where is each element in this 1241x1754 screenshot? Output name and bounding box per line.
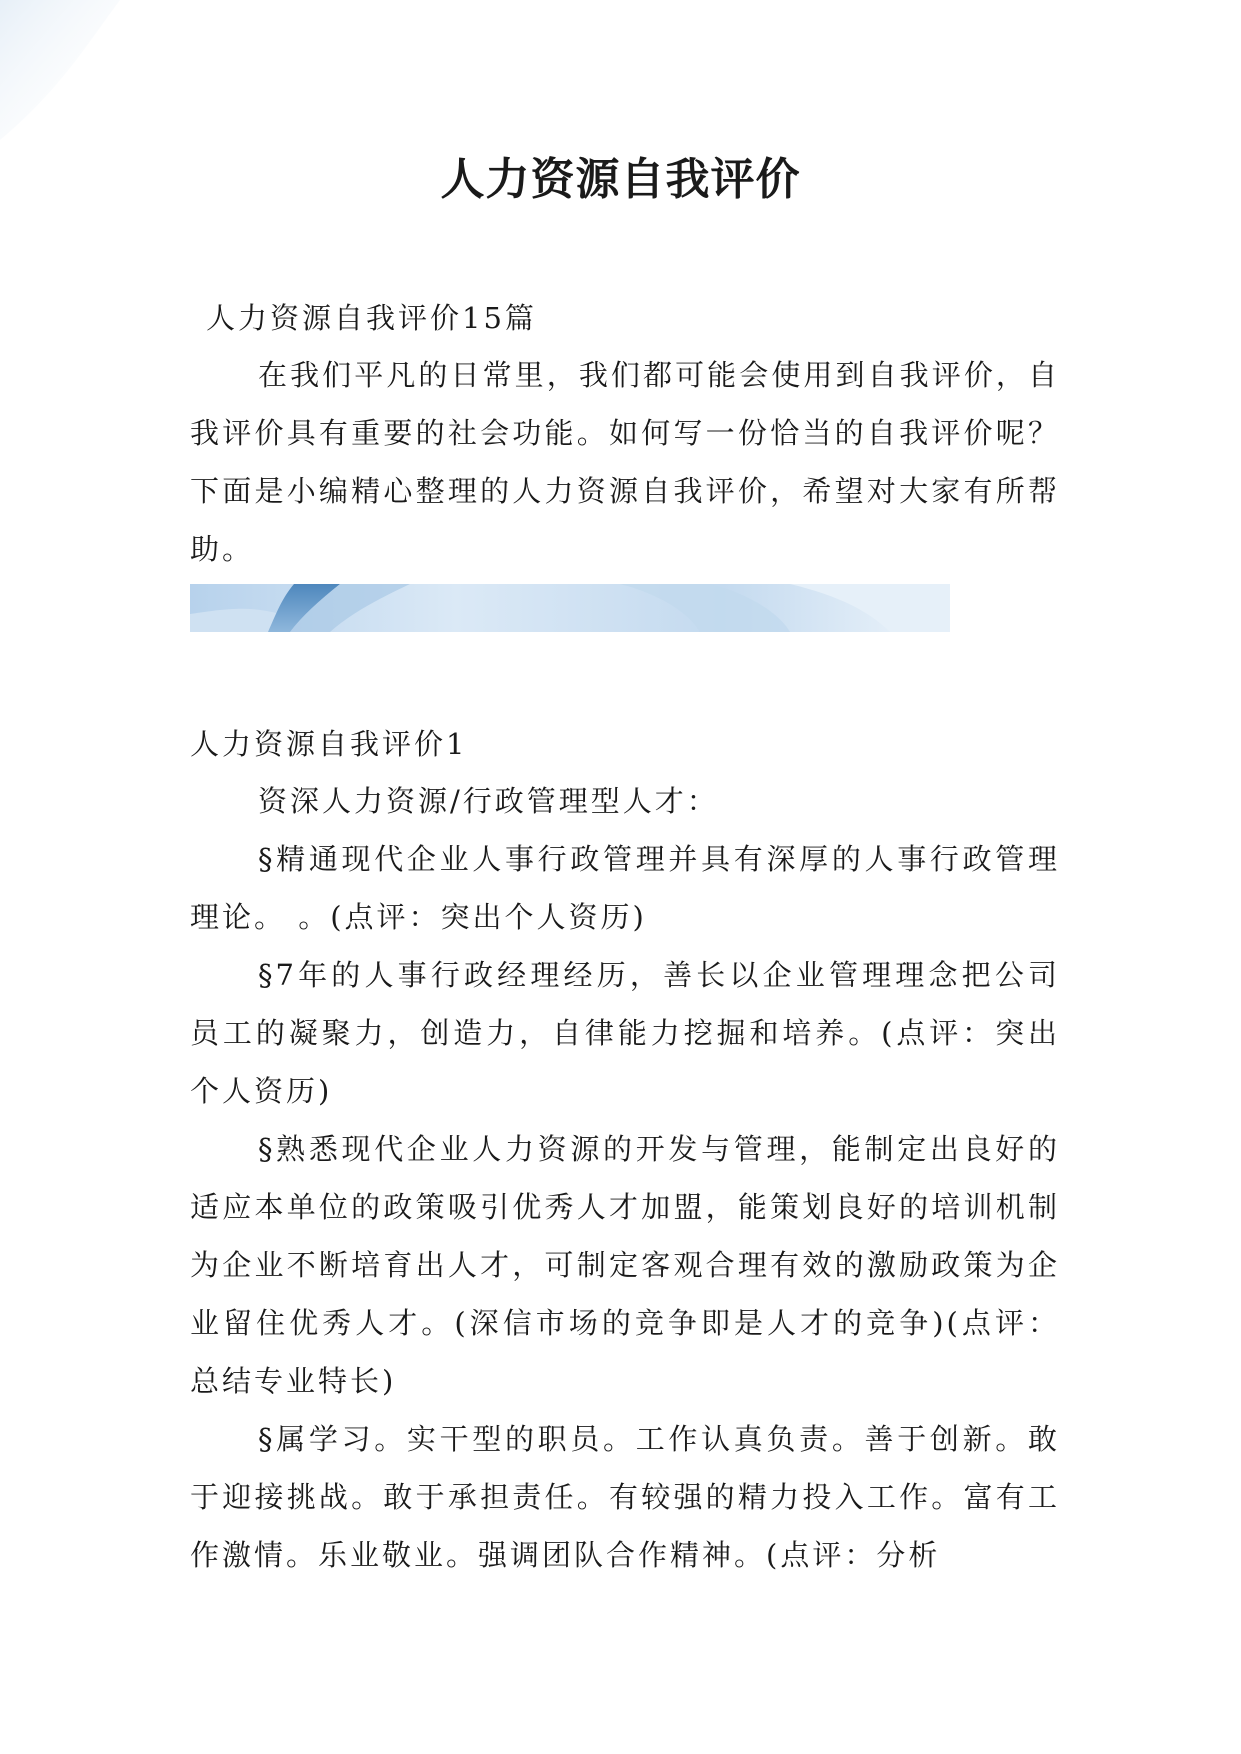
document-subtitle: 人力资源自我评价15篇 (206, 301, 537, 335)
section-body (190, 772, 1060, 1584)
decorative-banner-image (190, 584, 950, 632)
section-paragraph: §熟悉现代企业人力资源的开发与管理，能制定出良好的适应本单位的政策吸引优秀人才加盟，能策划良好的培训机制为企业不断培育出人才，可制定客观合理有效的激励政策为企业留住优秀人才。(深信市场的竞争即是人才的竞争)(点评：总结专业特长) (190, 1132, 1060, 1398)
page-title: 人力资源自我评价 (440, 154, 801, 205)
document-body (190, 290, 1060, 1584)
section-paragraph: §属学习。实干型的职员。工作认真负责。善于创新。敢于迎接挑战。敢于承担责任。有较强的精力投入工作。富有工作激情。乐业敬业。强调团队合作精神。(点评：分析 (190, 1422, 1060, 1572)
section-paragraph: §7年的人事行政经理经历，善长以企业管理理念把公司员工的凝聚力，创造力，自律能力挖掘和培养。(点评：突出个人资历) (190, 958, 1060, 1108)
corner-decoration (0, 0, 300, 150)
intro-paragraph: 在我们平凡的日常里，我们都可能会使用到自我评价，自我评价具有重要的社会功能。如何写一份恰当的自我评价呢？下面是小编精心整理的人力资源自我评价，希望对大家有所帮助。 (190, 358, 1060, 566)
section-heading: 人力资源自我评价1 (190, 727, 468, 761)
section-paragraph: §精通现代企业人事行政管理并具有深厚的人事行政管理理论。 。(点评：突出个人资历) (190, 842, 1060, 934)
section-paragraph: 资深人力资源/行政管理型人才： (258, 784, 719, 818)
